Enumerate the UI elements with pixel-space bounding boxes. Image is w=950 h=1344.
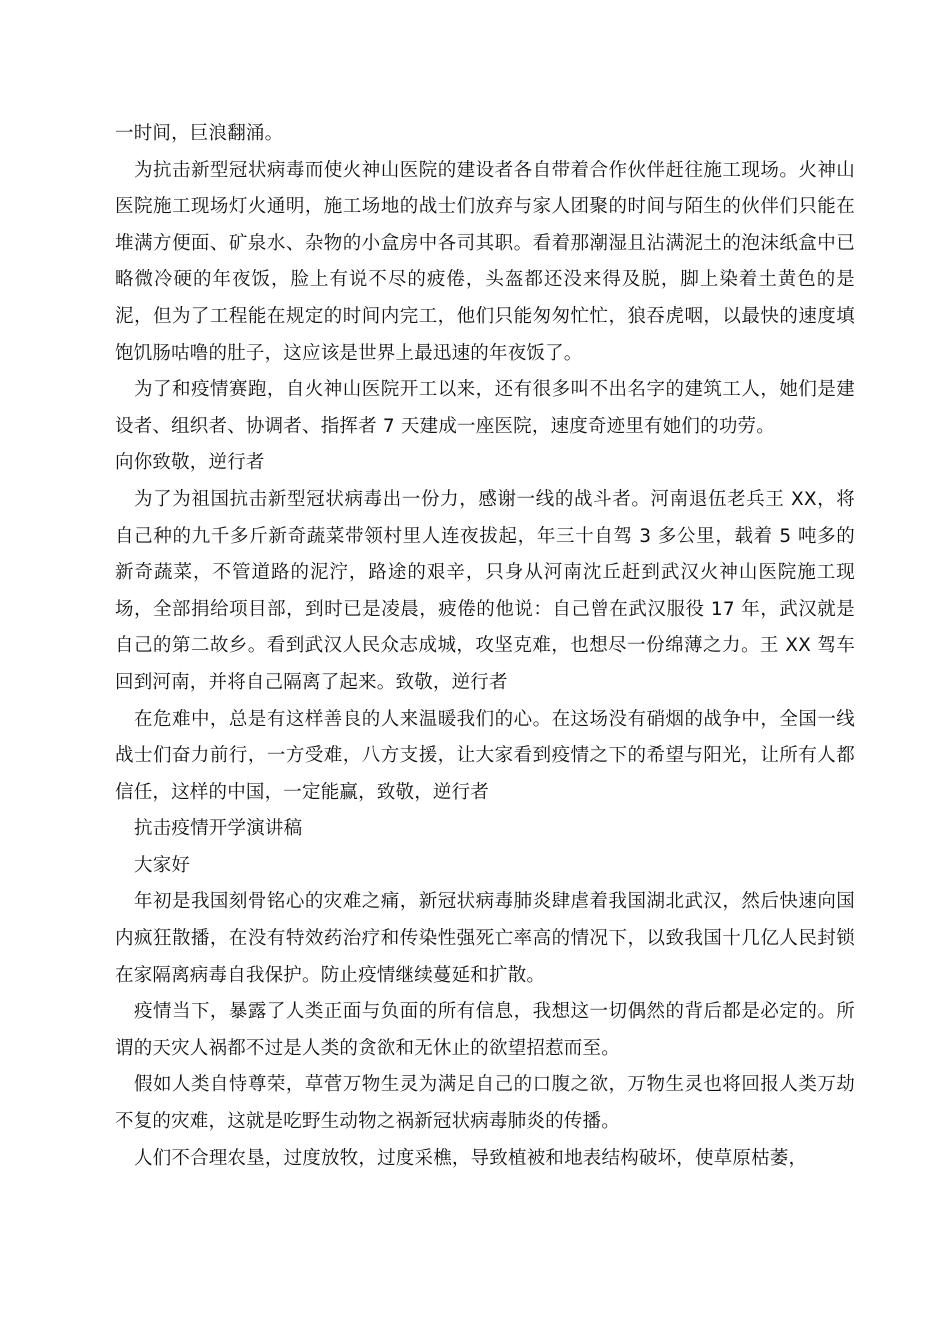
paragraph: 疫情当下，暴露了人类正面与负面的所有信息，我想这一切偶然的背后都是必定的。所谓的天灾人祸都不过是人类的贪欲和无休止的欲望招惹而至。 — [115, 1001, 855, 1059]
paragraph: 一时间，巨浪翻涌。 — [115, 123, 284, 144]
paragraph: 人们不合理农垦，过度放牧，过度采樵，导致植被和地表结构破坏，使草原枯萎， — [134, 1147, 808, 1169]
greeting: 大家好 — [134, 854, 191, 876]
paragraph: 假如人类自恃尊荣，草菅万物生灵为满足自己的口腹之欲，万物生灵也将回报人类万劫不复的灾难，这就是吃野生动物之祸新冠状病毒肺炎的传播。 — [115, 1074, 855, 1133]
paragraph: 为了和疫情赛跑，自火神山医院开工以来，还有很多叫不出名字的建筑工人，她们是建设者、组织者、协调者、指挥者 7 天建成一座医院，速度奇迹里有她们的功劳。 — [115, 379, 855, 437]
document-body — [115, 116, 855, 1177]
section-heading: 抗击疫情开学演讲稿 — [134, 818, 303, 840]
paragraph: 为抗击新型冠状病毒而使火神山医院的建设者各自带着合作伙伴赶往施工现场。火神山医院施工现场灯火通明，施工场地的战士们放弃与家人团聚的时间与陌生的伙伴们只能在堆满方便面、矿泉水、杂物的小盒房中各司其职。看着那潮湿且沾满泥土的泡沫纸盒中已略微冷硬的年夜饭，脸上有说不尽的疲倦，头盔都还没来得及脱，脚上染着土黄色的是泥，但为了工程能在规定的时间内完工，他们只能匆匆忙忙，狼吞虎咽，以最快的速度填饱饥肠咕噜的肚子，这应该是世界上最迅速的年夜饭了。 — [115, 159, 855, 364]
paragraph: 为了为祖国抗击新型冠状病毒出一份力，感谢一线的战斗者。河南退伍老兵王 XX，将自己种的九千多斤新奇蔬菜带领村里人连夜拔起，年三十自驾 3 多公里，载着 5 吨多的新奇蔬菜，不管道路的泥泞，路途的艰辛，只身从河南沈丘赶到武汉火神山医院施工现场，全部捐给项目部，到时已是凌晨，疲倦的他说：自己曾在武汉服役 17 年，武汉就是自己的第二故乡。看到武汉人民众志成城，攻坚克难，也想尽一份绵薄之力。王 XX 驾车回到河南，并将自己隔离了起来。致敬，逆行者 — [115, 488, 855, 693]
paragraph: 在危难中，总是有这样善良的人来温暖我们的心。在这场没有硝烟的战争中，全国一线战士们奋力前行，一方受难，八方支援，让大家看到疫情之下的希望与阳光，让所有人都信任，这样的中国，一定能赢，致敬，逆行者 — [115, 708, 855, 803]
paragraph: 年初是我国刻骨铭心的灾难之痛，新冠状病毒肺炎肆虐着我国湖北武汉，然后快速向国内疯狂散播，在没有特效药治疗和传染性强死亡率高的情况下，以致我国十几亿人民封锁在家隔离病毒自我保护。防止疫情继续蔓延和扩散。 — [115, 891, 855, 986]
paragraph: 向你致敬，逆行者 — [115, 452, 265, 474]
